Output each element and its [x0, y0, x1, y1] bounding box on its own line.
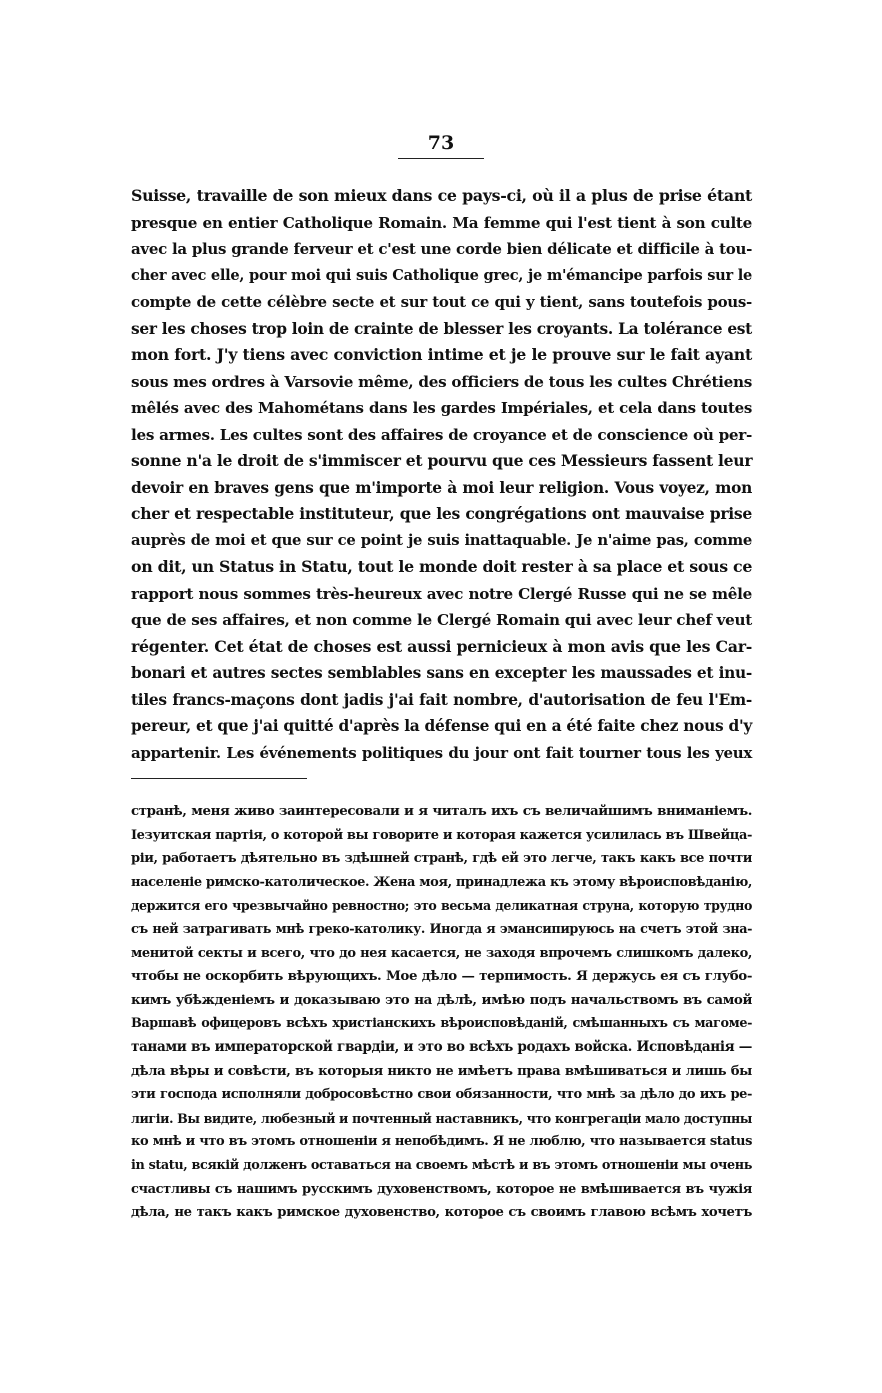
footnote-rule: [131, 778, 307, 779]
main-text-block: [131, 183, 752, 766]
text-line: ser les choses trop loin de crainte de blesser les croyants. La tolérance est: [131, 319, 752, 338]
text-line: Suisse, travaille de son mieux dans ce pays-ci, où il a plus de prise étant: [131, 186, 752, 205]
text-line: on dit, un Status in Statu, tout le monde doit rester à sa place et sous ce: [131, 557, 753, 576]
footnote-line: эти господа исполняли добросовѣстно свои обязанности, что мнѣ за дѣло до ихъ ре-: [131, 1087, 752, 1103]
text-line: mon fort. J'y tiens avec conviction intime et je le prouve sur le fait ayant: [131, 345, 752, 364]
text-line: pereur, et que j'ai quitté d'après la défense qui en a été faite chez nous d'y: [131, 717, 752, 735]
text-line: les armes. Les cultes sont des affaires de croyance et de conscience où per-: [131, 425, 752, 444]
footnote-line: дѣла вѣры и совѣсти, въ которыя никто не имѣетъ права вмѣшиваться и лишь бы: [131, 1063, 752, 1079]
text-line: cher avec elle, pour moi qui suis Catholique grec, je m'émancipe parfois sur le: [131, 266, 752, 284]
text-line: que de ses affaires, et non comme le Clergé Romain qui avec leur chef veut: [131, 611, 752, 629]
footnote-line: ріи, работаетъ дѣятельно въ здѣшней странѣ, гдѣ ей это легче, такъ какъ все почти: [131, 851, 752, 867]
text-line: cher et respectable instituteur, que les congrégations ont mauvaise prise: [131, 504, 752, 523]
text-line: tiles francs-maçons dont jadis j'ai fait nombre, d'autorisation de feu l'Em-: [131, 690, 752, 709]
footnote-line: лигіи. Вы видите, любезный и почтенный наставникъ, что конгрегаціи мало доступны: [131, 1110, 752, 1126]
footnote-line: менитой секты и всего, что до нея касается, не заходя впрочемъ слишкомъ далеко,: [131, 945, 752, 961]
text-line: auprès de moi et que sur ce point je suis inattaquable. Je n'aime pas, comme: [131, 531, 752, 549]
footnote-line: Іезуитская партія, о которой вы говорите и которая кажется усилилась въ Швейца-: [131, 827, 752, 843]
text-line: avec la plus grande ferveur et c'est une corde bien délicate et difficile à tou-: [131, 240, 752, 258]
text-line: bonari et autres sectes semblables sans en excepter les maussades et inu-: [131, 664, 752, 682]
text-line: régenter. Cet état de choses est aussi pernicieux à mon avis que les Car-: [131, 636, 752, 656]
footnote-line: чтобы не оскорбить вѣрующихъ. Мое дѣло — терпимость. Я держусь ея съ глубо-: [131, 968, 752, 985]
footnote-block: [131, 800, 752, 1225]
page-number: 73: [427, 132, 455, 154]
text-line: mêlés avec des Mahométans dans les gardes Impériales, et cela dans toutes: [131, 399, 752, 417]
text-line: sonne n'a le droit de s'immiscer et pourvu que ces Messieurs fassent leur: [131, 451, 753, 470]
footnote-line: счастливы съ нашимъ русскимъ духовенствомъ, которое не вмѣшивается въ чужія: [131, 1181, 752, 1197]
text-line: rapport nous sommes très-heureux avec notre Clergé Russe qui ne se mêle: [131, 584, 752, 603]
footnote-line: ко мнѣ и что въ этомъ отношеніи я непобѣдимъ. Я не люблю, что называется status: [131, 1134, 752, 1150]
footnote-line: кимъ убѣжденіемъ и доказываю это на дѣлѣ, имѣю подъ начальствомъ въ самой: [131, 991, 752, 1008]
text-line: presque en entier Catholique Romain. Ma femme qui l'est tient à son culte: [131, 213, 752, 232]
footnote-line: странѣ, меня живо заинтересовали и я читалъ ихъ съ величайшимъ вниманіемъ.: [131, 803, 752, 819]
footnote-line: держится его чрезвычайно ревностно; это весьма деликатная струна, которую трудно: [131, 898, 752, 914]
text-line: appartenir. Les événements politiques du jour ont fait tourner tous les yeux: [131, 743, 752, 762]
footnote-line: in statu, всякій долженъ оставаться на своемъ мѣстѣ и въ этомъ отношеніи мы очень: [131, 1157, 752, 1173]
footnote-line: Варшавѣ офицеровъ всѣхъ христіанскихъ вѣроисповѣданій, смѣшанныхъ съ магоме-: [131, 1016, 752, 1032]
text-line: devoir en braves gens que m'importe à moi leur religion. Vous voyez, mon: [131, 478, 752, 497]
text-line: compte de cette célèbre secte et sur tout ce qui y tient, sans toutefois pous-: [131, 293, 752, 311]
footnote-line: дѣла, не такъ какъ римское духовенство, которое съ своимъ главою всѣмъ хочетъ: [131, 1205, 752, 1221]
footnote-line: съ ней затрагивать мнѣ греко-католику. Иногда я эмансипируюсь на счетъ этой зна-: [131, 921, 752, 937]
text-line: sous mes ordres à Varsovie même, des officiers de tous les cultes Chrétiens: [131, 372, 752, 391]
footnote-line: танами въ императорской гвардіи, и это во всѣхъ родахъ войска. Исповѣданія —: [131, 1038, 752, 1055]
page-number-rule: [398, 158, 484, 159]
footnote-line: населеніе римско-католическое. Жена моя, принадлежа къ этому вѣроисповѣданію,: [131, 874, 752, 890]
